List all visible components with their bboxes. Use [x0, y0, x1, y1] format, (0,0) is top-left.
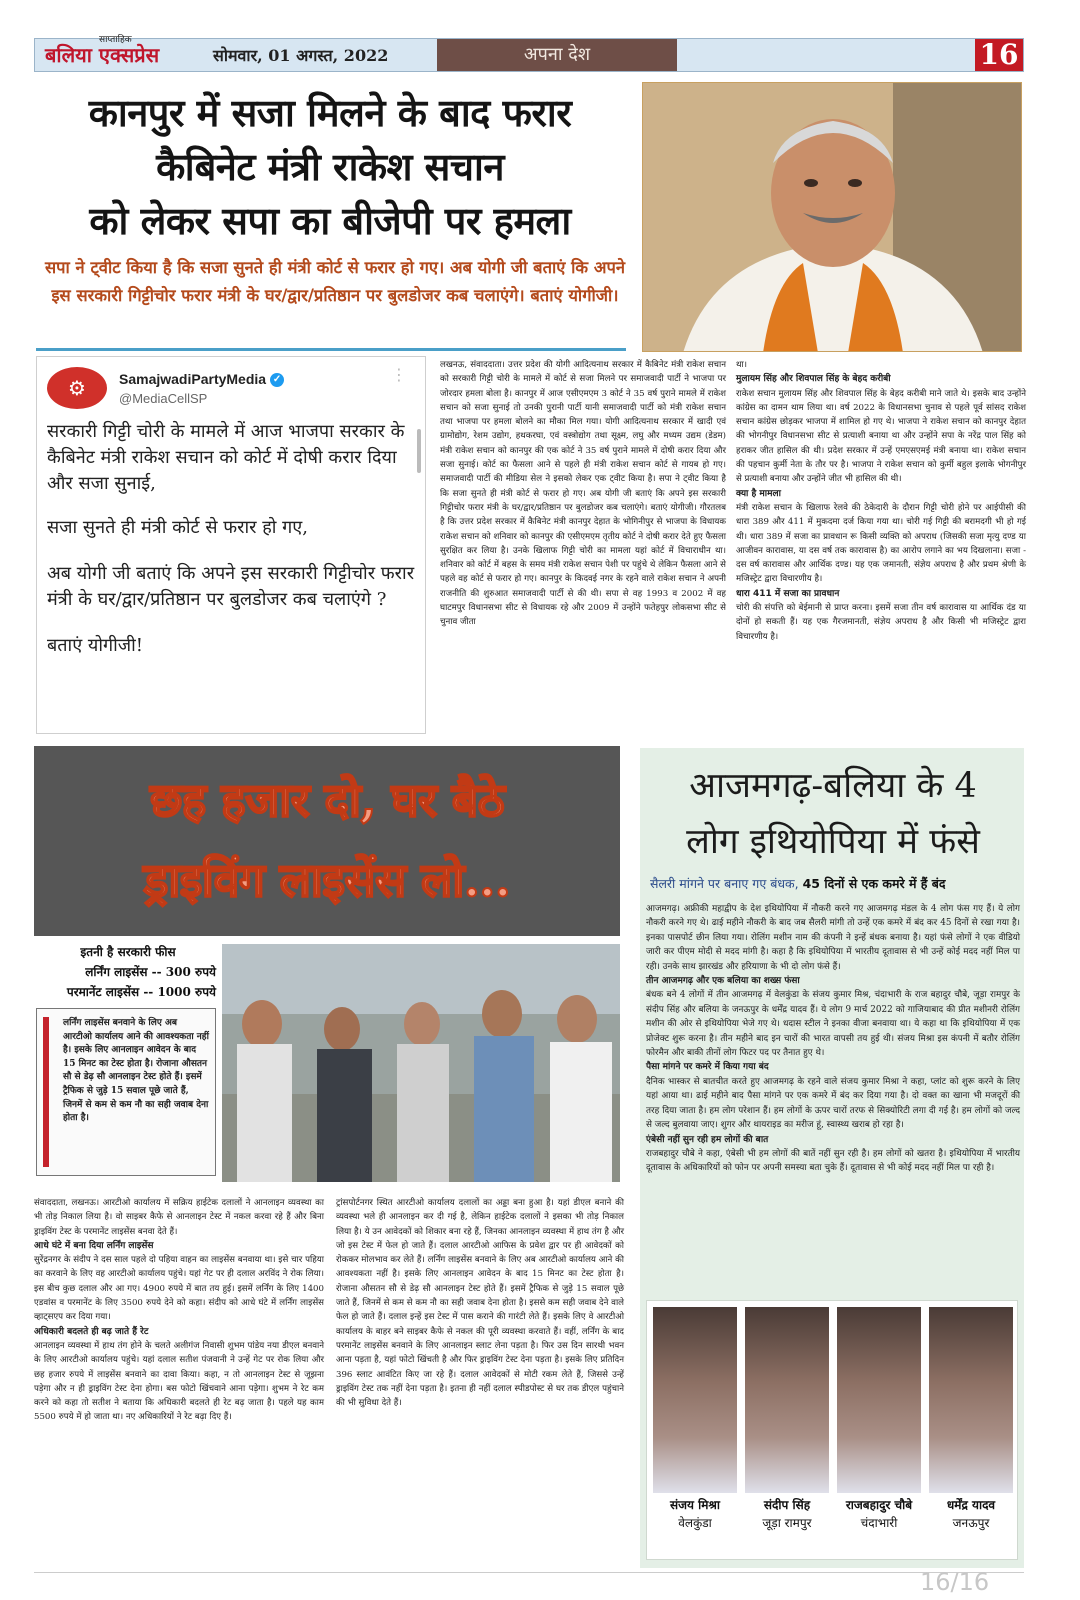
verified-icon: ✓: [270, 373, 284, 387]
tweet-paragraph: अब योगी जी बताएं कि अपने इस सरकारी गिट्टीचोर फरार मंत्री के घर/द्वार/प्रतिष्ठान पर बुलडोजर कब चलाएंगे ?: [47, 563, 415, 610]
paragraph: आजमगढ़। अफ्रीकी महाद्वीप के देश इथियोपिया में नौकरी करने गए आजमगढ़ मंडल के 4 लोग फंस गए हैं। ये लोग नौकरी करने गए थे। ढाई महीने नौकरी के बाद जब सैलरी मांगी तो उन्हें एक कमरे में बंद कर 45 दिनों से रखा गया है। इनका पासपोर्ट छीन लिया गया। रोलिंग मशीन नाम की कंपनी ने इन्हें बंधक बनाया है। यहां फंसे लोगों ने एक वीडियो जारी कर पीएम मोदी से मदद मांगी है। कहा है कि इथियोपिया में भारतीय दूतावास से भी उन्हें कोई मदद नहीं मिल पा रही। उनके साथ झारखंड और हरियाणा के भी दो लोग फंसे हैं।: [646, 904, 1020, 972]
section-title: अपना देश: [437, 39, 677, 71]
rto-office-photo: [222, 944, 620, 1182]
subhead-part: सैलरी मांगने पर बनाए गए बंधक,: [650, 876, 799, 891]
paragraph: बंधक बने 4 लोगों में तीन आजमगढ़ में वेलकुंडा के संजय कुमार मिश्र, चंदाभारी के राज बहादुर चौबे, जूड़ा रामपुर के संदीप सिंह और बलिया के जनऊपुर के धर्मेंद्र यादव हैं। ये लोग 9 मार्च 2022 को गाजियाबाद की प्रीत मशीनरी रोलिंग मशीन की ओर से इथियोपिया भेजे गए थे। धदास स्टील ने इनका वीजा बनवाया था। ये कहा था कि इथियोपिया में एक प्रोजेक्ट शुरू करना है। तीन महीने बाद इन चारों की भारत वापसी तय हुई थी। संजय मिश्रा इस कंपनी में बतौर रोलिंग फोरमैन और बाकी तीनों लोग फिटर पद पर तैनात हुए थे।: [646, 990, 1020, 1059]
party-logo-avatar: ⚙: [47, 367, 107, 409]
paper-name: बलिया एक्सप्रेस: [45, 43, 160, 67]
person-place: वेलकुंडा: [678, 1516, 712, 1530]
person-card: [651, 1307, 739, 1555]
story1-subhead: सपा ने ट्वीट किया है कि सजा सुनते ही मंत्री कोर्ट से फरार हो गए। अब योगी जी बताएं कि अपने इस सरकारी गिट्टीचोर फरार मंत्री के घर/द्वार/प्रतिष्ठान पर बुलडोजर कब चलाएंगे। बताएं योगीजी।: [45, 258, 625, 305]
person-card: [927, 1307, 1015, 1555]
headline-line: आजमगढ़-बलिया के 4: [689, 766, 977, 806]
crowd-illustration: [222, 944, 620, 1182]
tweet-author-name: SamajwadiPartyMedia: [119, 371, 267, 387]
story2-column-1: [34, 1196, 324, 1425]
masthead: [34, 35, 1024, 72]
paragraph: दैनिक भास्कर से बातचीत करते हुए आजमगढ़ के रहने वाले संजय कुमार मिश्रा ने कहा, प्लांट को शुरू करने के लिए यहां आया था। ढाई महीने बाद पैसा मांगने पर एक कमरे में बंद कर दिया गया है। दो वक्त का खाना भी मजदूरों की तरह दिया जाता है। हम लोग परेशान हैं। हम लोगों के ऊपर चारों तरफ से सिक्योरिटी लगा दी गई है। हम लोगों को जल्द से जल्द बुलवाया जाए। शुगर और थायराइड का मरीज हूं, स्वास्थ्य खराब हो रहा है।: [646, 1076, 1020, 1131]
divider: [36, 348, 626, 351]
issue-date: सोमवार, 01 अगस्त, 2022: [213, 46, 389, 65]
person-place: जूड़ा रामपुर: [762, 1516, 812, 1530]
minister-photo: [642, 82, 1022, 352]
page-number: 16: [975, 39, 1023, 71]
story1-column-right: [736, 358, 1026, 644]
subheading: धारा 411 में सजा का प्रावधान: [736, 588, 840, 599]
more-options-icon[interactable]: ⋮: [391, 365, 407, 384]
headline-line: कानपुर में सजा मिलने के बाद फरार: [88, 90, 572, 135]
headline-line: ड्राइविंग लाइसेंस लो...: [143, 853, 511, 907]
subheading: आधे घंटे में बना दिया लर्निंग लाइसेंस: [34, 1240, 154, 1251]
person-photo: [653, 1307, 737, 1493]
paragraph: चोरी की संपत्ति को बेईमानी से प्राप्त करना। इसमें सजा तीन वर्ष कारावास या आर्थिक दंड या दोनों हो सकती हैं। यह एक गैरजमानती, संज्ञेय अपराध है और किसी भी मजिस्ट्रेट द्वारा विचारणीय है।: [736, 603, 1026, 642]
person-name: राजबहादुर चौबे: [845, 1498, 913, 1512]
subhead-part: 45 दिनों से एक कमरे में हैं बंद: [802, 876, 946, 891]
stranded-people-photos: [646, 1300, 1018, 1560]
story2-column-2: ट्रांसपोर्टनगर स्थित आरटीओ कार्यालय दलालों का अड्डा बना हुआ है। यहां डीएल बनाने की व्यवस्था भले ही आनलाइन कर दी गई है, लेकिन हाईटेक दलालों ने इसका भी तोड़ निकाल लिया है। ये उन आवेदकों को शिकार बना रहे हैं, जिनका आनलाइन व्यवस्था में हाथ तंग है और जो इस टेस्ट में फेल हो जाते हैं। दलाल आरटीओ आफिस के प्रवेश द्वार पर ही आवेदकों को रोककर मोलभाव कर लेते हैं। लर्निंग लाइसेंस बनवाने के लिए अब आरटीओ कार्यालय आने की आवश्यकता नहीं है। इसके लिए आनलाइन आवेदन के बाद 15 मिनट का टेस्ट होता है। रोजाना औसतन सौ से डेढ़ सौ आनलाइन टेस्ट होते हैं। इसमें ट्रैफिक से जुड़े 15 सवाल पूछे जाते हैं, जिनमें से कम से कम नौ का सही जवाब देना होता है। इससे कम सही जवाब देने वाले फेल हो जाते हैं। दलाल इन्हें इस टेस्ट में पास कराने की गारंटी लेते हैं। इसके लिए वे आरटीओ कार्यालय के बाहर बने साइबर कैफे से नकल की पूरी व्यवस्था करवाते हैं। वहीं, लर्निंग के बाद परमानेंट लाइसेंस बनवाने के लिए आनलाइन स्लाट लेना पड़ता है। फिर उस दिन सारथी भवन आना पड़ता है, यहां फोटो खिंचती है और फिर ड्राइविंग टेस्ट देना पड़ता है। इसके लिए प्रतिदिन 396 स्लाट आवंटित किए जा रहे हैं। दलाल आवेदकों से मोटी रकम लेते हैं, जिससे उन्हें ड्राइविंग टेस्ट तक नहीं देना पड़ता है। इतना ही नहीं दलाल स्पीडपोस्ट से घर तक डीएल पहुंचाने की भी सुविधा देते हैं।: [336, 1198, 624, 1409]
paragraph: आनलाइन व्यवस्था में हाथ तंग होने के चलते अलीगंज निवासी शुभम पांडेय नया डीएल बनवाने के लिए आरटीओ कार्यालय पहुंचे। यहां दलाल सतीश पंजवानी ने उन्हें गेट पर रोक लिया और छह हजार रुपये में लाइसेंस बनवाने का दावा किया। कहा, न तो आनलाइन टेस्ट से जूझना पड़ेगा और न ही ड्राइविंग टेस्ट देना होगा। बस फोटो खिंचवाने आना पड़ेगा। शुभम ने रेट कम करने को कहा तो सतीश ने बताया कि अधिकारी बदलते ही रेट बढ़ जाता है। पहले यह काम 5500 रुपये में हो जाता था। नए अधिकारियों ने रेट बढ़ा दिए हैं।: [34, 1340, 324, 1423]
scrollbar[interactable]: [417, 429, 421, 473]
paragraph: राजबहादुर चौबे ने कहा, एंबेसी भी हम लोगों की बातें नहीं सुन रही है। हम लोगों को खतरा है। इथियोपिया में भारतीय दूतावास के अधिकारियों को फोन पर अपनी समस्या बता चुके हैं। दूतावास से भी कोई मदद नहीं मिल पा रही है।: [646, 1148, 1020, 1174]
person-photo: [929, 1307, 1013, 1493]
paragraph: संवाददाता, लखनऊ। आरटीओ कार्यालय में सक्रिय हाईटेक दलालों ने आनलाइन व्यवस्था का भी तोड़ निकाल लिया है। वो साइबर कैफे से आनलाइन टेस्ट में नकल करवा रहे हैं और बिना ड्राइविंग टेस्ट के परमानेंट लाइसेंस बनवा देते हैं।: [34, 1198, 324, 1237]
portrait-illustration: [643, 83, 1022, 352]
tweet-paragraph: सजा सुनते ही मंत्री कोर्ट से फरार हो गए,: [47, 517, 308, 538]
person-name: संजय मिश्रा: [669, 1498, 721, 1512]
tweet-handle: @MediaCellSP: [119, 391, 208, 406]
fees-learning: लर्निंग लाइसेंस -- 300 रुपये: [85, 965, 216, 979]
person-photo: [837, 1307, 921, 1493]
tweet-paragraph: सरकारी गिट्टी चोरी के मामले में आज भाजपा सरकार के कैबिनेट मंत्री राकेश सचान को कोर्ट में दोषी करार दिया और सजा सुनाई,: [47, 421, 405, 494]
paragraph: था।: [736, 360, 747, 370]
story3-column: [646, 902, 1020, 1176]
story1-column-mid: लखनऊ, संवाददाता। उत्तर प्रदेश की योगी आदित्यनाथ सरकार में कैबिनेट मंत्री राकेश सचान को सरकारी गिट्टी चोरी के मामले में कोर्ट से सजा मिलने पर समाजवादी पार्टी ने भाजपा पर जोरदार हमला बोला है। कानपुर में आज एसीएमएम 3 कोर्ट ने 35 वर्ष पुराने मामले में राकेश सचान को सजा सुनाई तो उनकी पुरानी पार्टी यानी समाजवादी पार्टी को मंत्री राकेश सचान तथा भाजपा पर हमला बोलने का मौका मिल गया। योगी आदित्यनाथ सरकार में खादी एवं ग्रामोद्योग, रेशम उद्योग, हथकरघा, एवं वस्त्रोद्योग तथा सूक्ष्म, लघु और मध्यम उद्यम (डेडम) मंत्री राकेश सचान को कानपुर की एक कोर्ट ने 35 वर्ष पुराने मामले में दोषी करार दिया और सजा सुनाई। कोर्ट का फैसला आने से पहले ही मंत्री राकेश सचान कोर्ट से गायब हो गए। समाजवादी पार्टी की मीडिया सेल ने इसको लेकर एक ट्वीट किया है। सपा ने ट्वीट किया है कि सजा सुनते ही मंत्री कोर्ट से फरार हो गए। अब योगी जी बताएं कि अपने इस सरकारी गिट्टीचोर फरार मंत्री के घर/द्वार/प्रतिष्ठान पर बुलडोजर कब चलाएंगे। बताएं योगीजी। गौरतलब है कि उत्तर प्रदेश सरकार में कैबिनेट मंत्री कानपुर देहात के भोगिनीपुर से भाजपा के विधायक राकेश सचान को शनिवार को कानपुर की एसीएमएम तृतीय कोर्ट ने दोषी करार देते हुए फैसला सुरक्षित कर लिया है। उनके खिलाफ गिट्टी चोरी का मामला यहां कोर्ट में विचाराधीन था। शनिवार को कोर्ट में बहस के समय मंत्री राकेश सचान पेशी पर पहुंचे थे लेकिन फैसला आने से पहले वह कोर्ट से फरार हो गए। कानपुर के किदवई नगर के रहने वाले राकेश सचान ने अपनी राजनीति की शुरुआत समाजवादी पार्टी से की थी। सपा से वह 1993 व 2002 में वह घाटमपुर विधानसभा सीट से विधायक रहे और 2009 में उन्होंने फतेहपुर लोकसभा सीट से चुनाव जीता: [440, 360, 727, 628]
subheading: पैसा मांगने पर कमरे में किया गया बंद: [646, 1062, 769, 1073]
subheading: क्या है मामला: [736, 488, 781, 499]
story3-subhead: [650, 874, 1020, 894]
fees-permanent: परमानेंट लाइसेंस -- 1000 रुपये: [66, 985, 216, 999]
subheading: एंबेसी नहीं सुन रही हम लोगों की बात: [646, 1134, 769, 1145]
story3-headline: [648, 758, 1018, 870]
story2-headline: [34, 760, 620, 920]
tweet-body: [47, 419, 417, 679]
fees-box: [40, 942, 216, 1002]
tweet-card: [36, 356, 426, 734]
page-indicator: 16/16: [920, 1568, 990, 1596]
sidebox-accent: [43, 1017, 49, 1167]
person-place: जनऊपुर: [952, 1516, 990, 1530]
person-card: [835, 1307, 923, 1555]
fees-title: इतनी है सरकारी फीस: [80, 945, 176, 959]
sidebox-text: लर्निंग लाइसेंस बनवाने के लिए अब आरटीओ कार्यालय आने की आवश्यकता नहीं है। इसके लिए आनलाइन आवेदन के बाद 15 मिनट का टेस्ट होता है। रोजाना औसतन सौ से डेढ़ सौ आनलाइन टेस्ट होते हैं। इसमें ट्रैफिक से जुड़े 15 सवाल पूछे जाते हैं, जिनमें से कम से कम नौ का सही जवाब देना होता है।: [63, 1018, 209, 1124]
person-name: संदीप सिंह: [763, 1498, 811, 1512]
paragraph: सुरेंद्रनगर के संदीप ने दस साल पहले दो पहिया वाहन का लाइसेंस बनवाया था। इसे चार पहिया का करवाने के लिए वह आरटीओ कार्यालय पहुंचे। यहां गेट पर ही दलाल अरविंद ने रोक लिया। इस बीच कुछ दलाल और आ गए। 4900 रुपये में बात तय हुई। इसमें लर्निंग के लिए 1400 एडवांस व परमानेंट के लिए 3500 रुपये देने को कहा। संदीप को आधे घंटे में लर्निंग लाइसेंस व्हाट्सएप कर दिया गया।: [34, 1255, 324, 1323]
tweet-paragraph: बताएं योगीजी!: [47, 635, 144, 656]
person-photo: [745, 1307, 829, 1493]
person-place: चंदाभारी: [860, 1516, 898, 1530]
tweet-author: [119, 371, 284, 387]
story2-headline-banner: [34, 746, 620, 936]
paragraph: राकेश सचान मुलायम सिंह और शिवपाल सिंह के बेहद करीबी माने जाते थे। इसके बाद उन्होंने कांग्रेस का दामन थाम लिया था। वर्ष 2022 के विधानसभा चुनाव से पहले पूर्व सांसद राकेश सचान कांग्रेस छोड़कर भाजपा में शामिल हो गए थे। भाजपा ने राकेश सचान को कानपुर देहात की भोगनीपुर विधानसभा सीट से प्रत्याशी बनाया था और उन्होंने सपा के नरेंद्र पाल सिंह को हराकर जीत हासिल की थी। प्रदेश सरकार में उन्हें एमएसएमई मंत्री बनाया था। राकेश सचान की पहचान कुर्मी नेता के तौर पर है। भाजपा ने राकेश सचान को कुर्मी बहुल इलाके भोगनीपुर से प्रत्याशी बनाया और उन्होंने जीत भी हासिल की थी।: [736, 388, 1026, 485]
paragraph: मंत्री राकेश सचान के खिलाफ रेलवे की ठेकेदारी के दौरान गिट्टी चोरी होने पर आईपीसी की धारा 389 और 411 में मुकदमा दर्ज किया गया था। चोरी गई गिट्टी की बरामदगी भी हो गई थी। धारा 389 में सजा का प्रावधान रू किसी व्यक्ति को अपराध (जिसकी सजा मृत्यु दण्ड या आजीवन कारावास, या दस वर्ष तक कारावास है) का आरोप लगाने का भय दिखलाना। सजा - दस वर्ष कारावास और आर्थिक दण्ड। यह एक जमानती, संज्ञेय अपराध है और प्रथम श्रेणी के मजिस्ट्रेट द्वारा विचारणीय है।: [736, 502, 1026, 585]
person-card: [743, 1307, 831, 1555]
story3-box: [640, 748, 1024, 1568]
headline-line: छह हजार दो, घर बैठे: [150, 773, 504, 827]
headline-line: कैबिनेट मंत्री राकेश सचान: [156, 144, 504, 189]
person-name: धर्मेंद्र यादव: [946, 1498, 996, 1512]
headline-line: लोग इथियोपिया में फंसे: [686, 822, 980, 862]
story1-headline: [30, 86, 630, 248]
paper-logo: [45, 35, 160, 69]
subheading: तीन आजमगढ़ और एक बलिया का शख्स फंसा: [646, 976, 800, 987]
info-sidebox: [36, 1008, 216, 1176]
subheading: मुलायम सिंह और शिवपाल सिंह के बेहद करीबी: [736, 374, 891, 385]
subheading: अधिकारी बदलते ही बढ़ जाते हैं रेट: [34, 1326, 149, 1337]
paper-tag: साप्ताहिक: [99, 35, 132, 45]
footer-rule: [34, 1572, 1024, 1573]
headline-line: को लेकर सपा का बीजेपी पर हमला: [89, 198, 571, 243]
